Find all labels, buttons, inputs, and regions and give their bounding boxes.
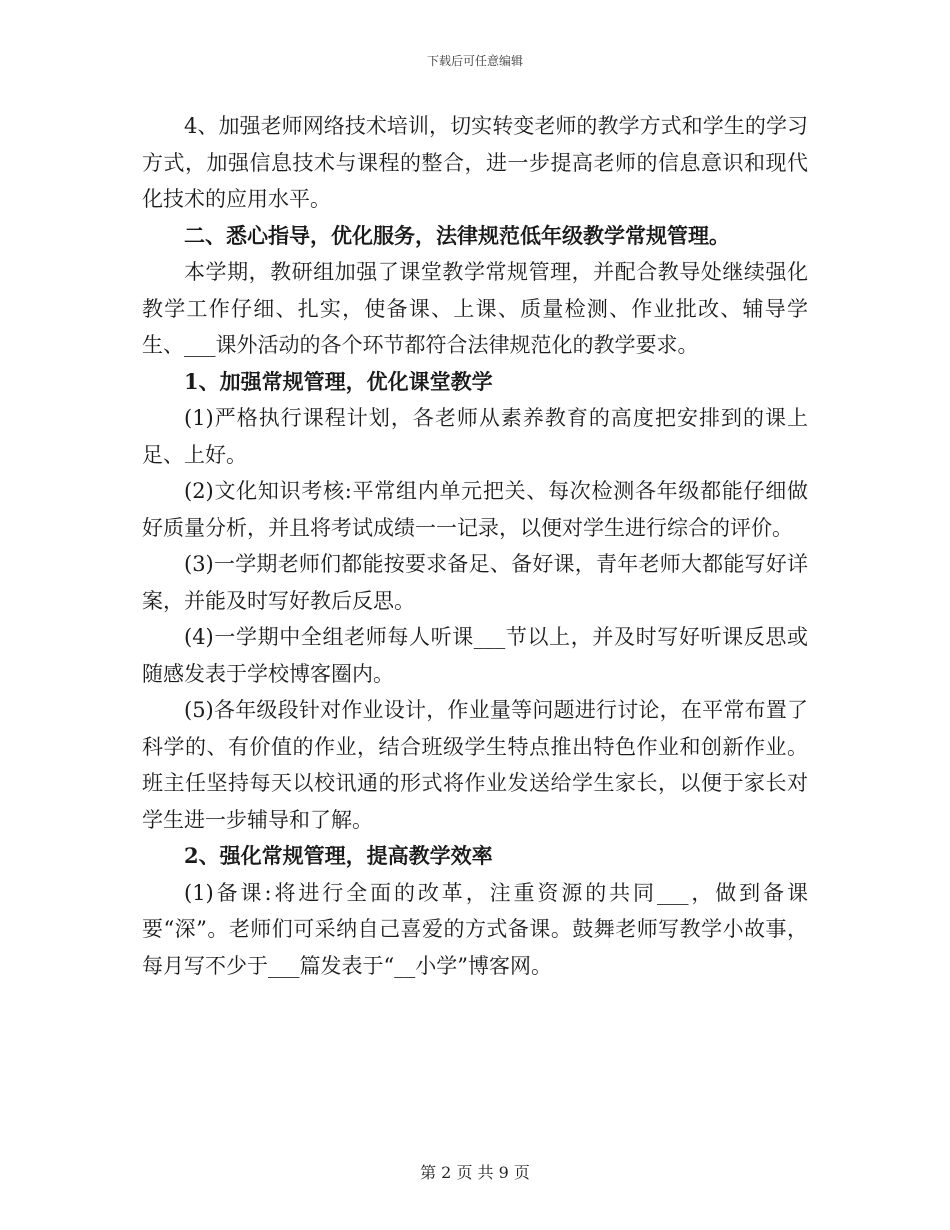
page-number: 第 2 页 共 9 页	[420, 1163, 530, 1182]
paragraph-item-2: (2)文化知识考核:平常组内单元把关、每次检测各年级都能仔细做好质量分析，并且将考试成绩一一记录，以便对学生进行综合的评价。	[142, 479, 808, 540]
paragraph-item-6: (1)备课:将进行全面的改革，注重资源的共同___，做到备课要“深”。老师们可采纳自己喜爱的方式备课。鼓舞老师写教学小故事，每月写不少于___篇发表于“__小学”博客网。	[142, 880, 808, 978]
paragraph-item-3: (3)一学期老师们都能按要求备足、备好课，青年老师大都能写好详案，并能及时写好教后反思。	[142, 552, 808, 613]
section-heading-2: 二、悉心指导，优化服务，法律规范低年级教学常规管理。	[184, 222, 730, 248]
paragraph-item-1: (1)严格执行课程计划，各老师从素养教育的高度把安排到的课上足、上好。	[142, 406, 808, 467]
page-header-note: 下载后可任意编辑	[426, 54, 523, 68]
paragraph-item-5: (5)各年级段针对作业设计，作业量等问题进行讨论，在平常布置了科学的、有价值的作业，结合班级学生特点推出特色作业和创新作业。班主任坚持每天以校讯通的形式将作业发送给学生家长，以便于家长对学生进一步辅导和了解。	[142, 698, 808, 832]
paragraph-item-4: (4)一学期中全组老师每人听课___节以上，并及时写好听课反思或随感发表于学校博客圈内。	[142, 625, 808, 686]
subsection-heading-1: 1、加强常规管理，优化课堂教学	[184, 368, 493, 394]
paragraph-3: 本学期，教研组加强了课堂教学常规管理，并配合教导处继续强化教学工作仔细、扎实，使备课、上课、质量检测、作业批改、辅导学生、___课外活动的各个环节都符合法律规范化的教学要求。	[142, 260, 808, 357]
document-body	[142, 108, 808, 984]
paragraph-1: 4、加强老师网络技术培训，切实转变老师的教学方式和学生的学习方式，加强信息技术与课程的整合，进一步提高老师的信息意识和现代化技术的应用水平。	[142, 114, 808, 211]
subsection-heading-2: 2、强化常规管理，提高教学效率	[184, 843, 493, 868]
